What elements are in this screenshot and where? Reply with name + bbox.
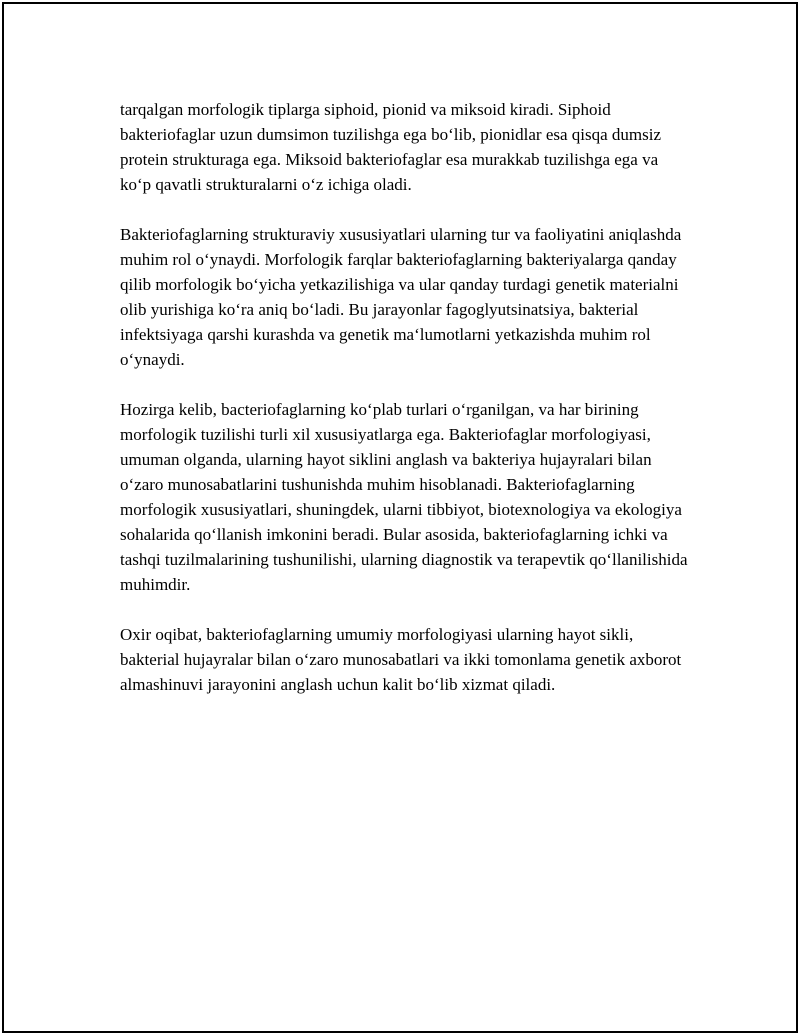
paragraph-4: Oxir oqibat, bakteriofaglarning umumiy morfologiyasi ularning hayot sikli, bakterial hujayralar bilan o‘zaro munosabatlari va ikki tomonlama genetik axborot almashinuvi jarayonini anglash uchun kalit bo‘lib xizmat qiladi. bbox=[120, 625, 682, 694]
paragraph-3: Hozirga kelib, bacteriofaglarning ko‘plab turlari o‘rganilgan, va har birining morfologik tuzilishi turli xil xususiyatlarga ega. Bakteriofaglar morfologiyasi, umuman olganda, ularning hayot siklini anglash va bakteriya hujayralari bilan o‘zaro munosabatlarini tushunishda muhim hisoblanadi. Bakteriofaglarning morfologik xususiyatlari, shuningdek, ularni tibbiyot, biotexnologiya va ekologiya sohalarida qo‘llanish imkonini beradi. Bular asosida, bakteriofaglarning ichki va tashqi tuzilmalarining tushunilishi, ularning diagnostik va terapevtik qo‘llanilishida muhimdir. bbox=[120, 400, 688, 594]
paragraph-2: Bakteriofaglarning strukturaviy xususiyatlari ularning tur va faoliyatini aniqlashda muhim rol o‘ynaydi. Morfologik farqlar bakteriofaglarning bakteriyalarga qanday qilib morfologik bo‘yicha yetkazilishiga va ular qanday turdagi genetik materialni olib yurishiga ko‘ra aniq bo‘ladi. Bu jarayonlar fagoglyutsinatsiya, bakterial infektsiyaga qarshi kurashda va genetik ma‘lumotlarni yetkazishda muhim rol o‘ynaydi. bbox=[120, 225, 682, 369]
paragraph-1: tarqalgan morfologik tiplarga siphoid, pionid va miksoid kiradi. Siphoid bakteriofaglar uzun dumsimon tuzilishga ega bo‘lib, pionidlar esa qisqa dumsiz protein strukturaga ega. Miksoid bakteriofaglar esa murakkab tuzilishga ega va ko‘p qavatli strukturalarni o‘z ichiga oladi. bbox=[120, 100, 662, 194]
document-page bbox=[2, 2, 798, 1033]
document-body bbox=[120, 97, 690, 722]
